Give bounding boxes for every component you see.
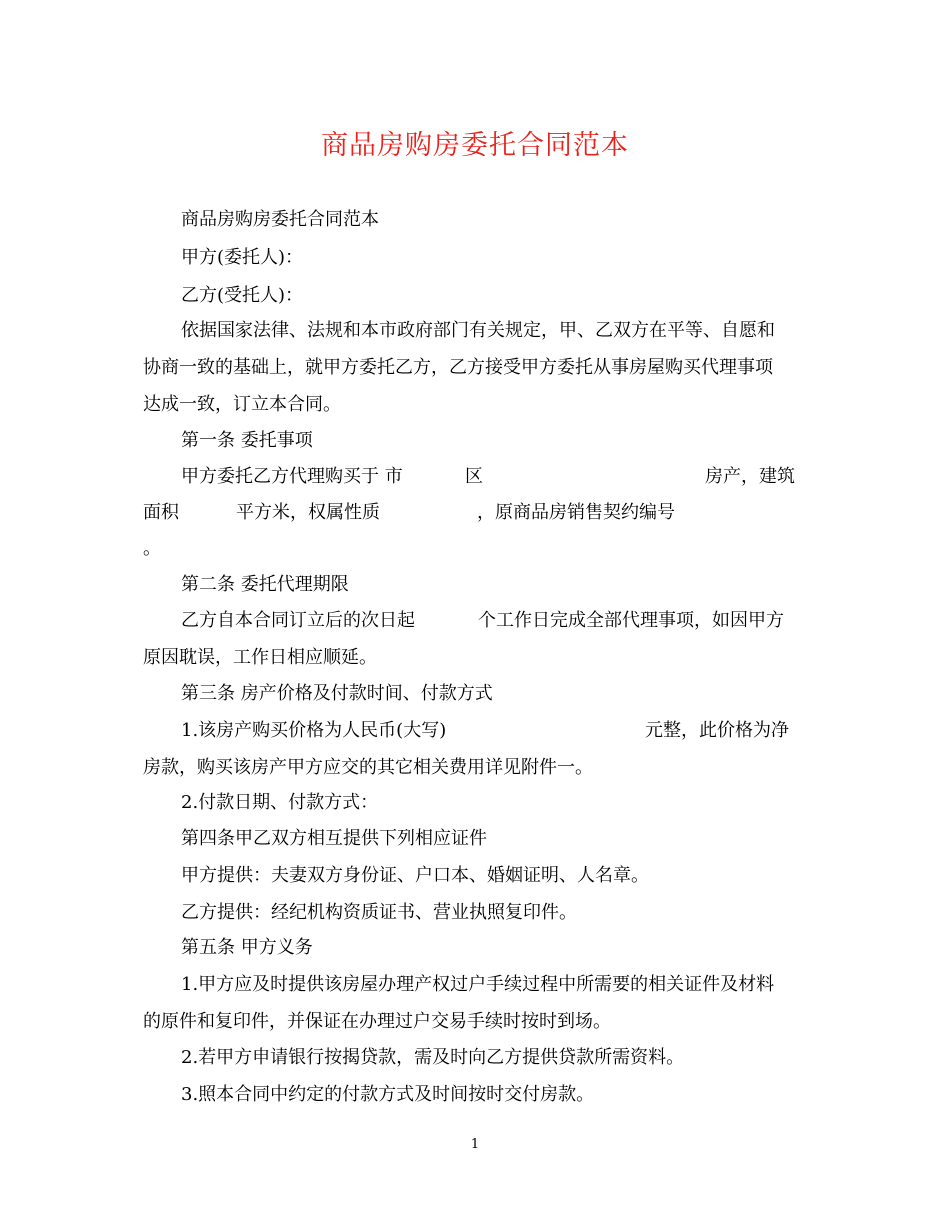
article-3-item-2: 2.付款日期、付款方式： [181, 792, 379, 813]
article-5-item-3: 3.照本合同中约定的付款方式及时间按时交付房款。 [181, 1084, 595, 1105]
preamble-line-3: 达成一致，订立本合同。 [143, 394, 341, 415]
preamble-line-2: 协商一致的基础上，就甲方委托乙方，乙方接受甲方委托从事房屋购买代理事项 [143, 357, 773, 378]
article-4-party-b: 乙方提供：经纪机构资质证书、营业执照复印件。 [181, 902, 577, 923]
article-1-text-e: 平方米，权属性质 [236, 502, 380, 523]
article-4-party-a: 甲方提供：夫妻双方身份证、户口本、婚姻证明、人名章。 [181, 865, 649, 886]
article-2-text-b: 个工作日完成全部代理事项，如因甲方 [478, 610, 784, 631]
article-1-text-c: 房产，建筑 [705, 466, 795, 487]
article-1-text-a: 甲方委托乙方代理购买于 市 [181, 466, 403, 487]
article-3-item-1c: 房款，购买该房产甲方应交的其它相关费用详见附件一。 [143, 757, 593, 778]
article-3-item-1b: 元整，此价格为净 [645, 720, 789, 741]
article-5-item-1b: 的原件和复印件，并保证在办理过户交易手续时按时到场。 [143, 1011, 611, 1032]
article-5-heading: 第五条 甲方义务 [181, 937, 313, 958]
article-3-heading: 第三条 房产价格及付款时间、付款方式 [181, 683, 493, 704]
article-4-heading: 第四条甲乙双方相互提供下列相应证件 [181, 828, 487, 849]
article-2-text-a: 乙方自本合同订立后的次日起 [181, 610, 415, 631]
article-1-text-f: ，原商品房销售契约编号 [477, 502, 675, 523]
document-title: 商品房购房委托合同范本 [321, 130, 629, 161]
page-number: 1 [470, 1137, 480, 1152]
article-5-item-2: 2.若甲方申请银行按揭贷款，需及时向乙方提供贷款所需资料。 [181, 1047, 685, 1068]
article-5-item-1a: 1.甲方应及时提供该房屋办理产权过户手续过程中所需要的相关证件及材料 [181, 974, 775, 995]
article-3-item-1a: 1.该房产购买价格为人民币(大写) [181, 720, 447, 741]
doc-subtitle: 商品房购房委托合同范本 [181, 209, 379, 230]
article-2-heading: 第二条 委托代理期限 [181, 574, 349, 595]
preamble-line-1: 依据国家法律、法规和本市政府部门有关规定，甲、乙双方在平等、自愿和 [181, 320, 775, 341]
article-1-text-end: 。 [143, 538, 161, 559]
article-1-heading: 第一条 委托事项 [181, 430, 313, 451]
party-b-line: 乙方(受托人)： [181, 285, 304, 306]
article-1-text-d: 面积 [143, 502, 179, 523]
article-2-text-c: 原因耽误，工作日相应顺延。 [143, 647, 377, 668]
article-1-text-b: 区 [465, 466, 483, 487]
party-a-line: 甲方(委托人)： [181, 247, 304, 268]
